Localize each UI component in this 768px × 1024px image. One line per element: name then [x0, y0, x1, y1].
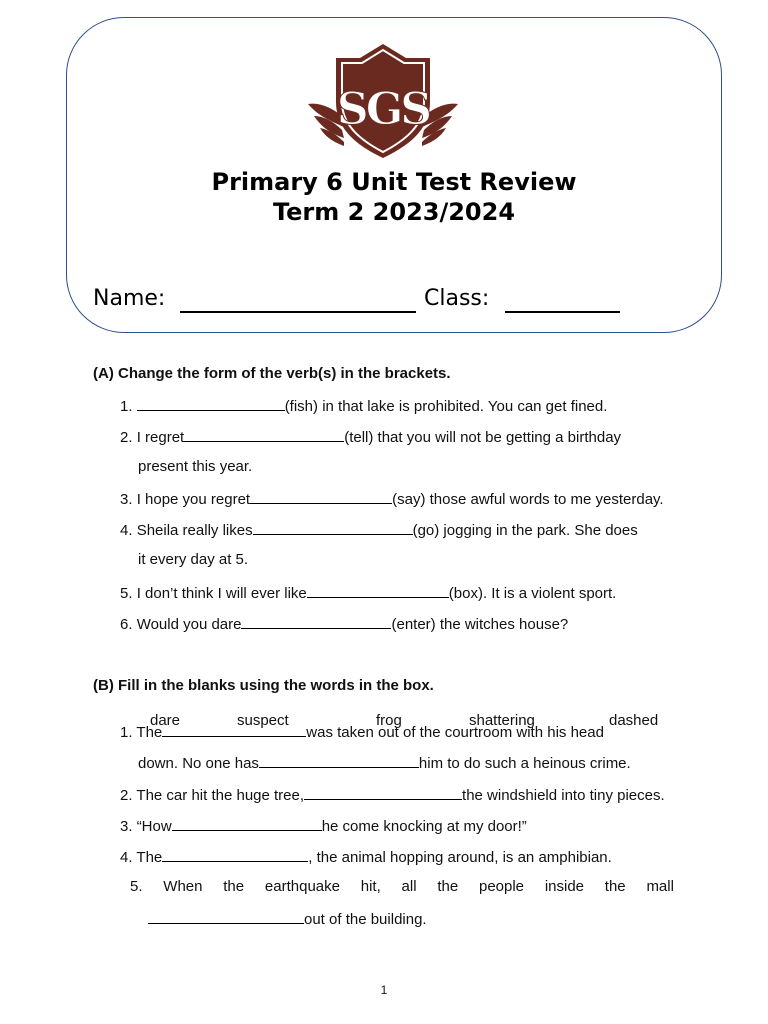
list-item-continuation: out of the building.: [148, 909, 427, 928]
word-box-item: shattering: [469, 712, 535, 729]
list-item-continuation: down. No one has him to do such a heinous crime.: [138, 755, 631, 772]
word-box-item: suspect: [237, 712, 289, 729]
answer-blank[interactable]: [307, 583, 449, 598]
answer-blank[interactable]: [259, 753, 419, 768]
answer-blank[interactable]: [137, 396, 285, 411]
list-item: 3. I hope you regret (say) those awful words to me yesterday.: [120, 491, 664, 508]
list-item: 1. (fish) in that lake is prohibited. You can get fined.: [120, 398, 608, 415]
name-field[interactable]: [180, 311, 416, 313]
answer-blank[interactable]: [172, 816, 322, 831]
name-label: Name:: [93, 286, 166, 311]
list-item: 6. Would you dare (enter) the witches house?: [120, 616, 569, 633]
answer-blank[interactable]: [253, 520, 413, 535]
list-item: 1. The was taken out of the courtroom with his head: [120, 724, 604, 741]
answer-blank[interactable]: [304, 785, 462, 800]
answer-blank[interactable]: [148, 909, 304, 924]
answer-blank[interactable]: [241, 614, 391, 629]
answer-blank[interactable]: [162, 722, 306, 737]
class-field[interactable]: [505, 311, 620, 313]
list-item: 3. “How he come knocking at my door!”: [120, 818, 527, 835]
list-item: 5. I don’t think I will ever like (box). It is a violent sport.: [120, 585, 617, 602]
list-item: 4. Sheila really likes (go) jogging in the park. She does: [120, 522, 638, 539]
document-subtitle: Term 2 2023/2024: [272, 198, 516, 226]
list-item: 2. The car hit the huge tree, the windshield into tiny pieces.: [120, 787, 665, 804]
answer-blank[interactable]: [162, 847, 308, 862]
section-b-heading: (B) Fill in the blanks using the words in the box.: [93, 677, 434, 694]
word-box-item: frog: [376, 712, 402, 729]
page-number: 1: [380, 983, 388, 997]
logo-letters: SGS: [336, 84, 430, 135]
document-title: Primary 6 Unit Test Review: [211, 168, 577, 196]
section-a-heading: (A) Change the form of the verb(s) in the brackets.: [93, 365, 451, 382]
class-label: Class:: [424, 286, 490, 311]
word-box-item: dare: [150, 712, 181, 729]
list-item: 2. I regret (tell) that you will not be getting a birthday: [120, 429, 622, 446]
school-crest-logo: [300, 42, 466, 162]
answer-blank[interactable]: [250, 489, 392, 504]
answer-blank[interactable]: [184, 427, 344, 442]
list-item-continuation: present this year.: [138, 458, 253, 475]
list-item-continuation: it every day at 5.: [138, 551, 249, 568]
list-item: 5. When the earthquake hit, all the people inside the mall: [130, 878, 674, 895]
list-item: 4. The , the animal hopping around, is an amphibian.: [120, 849, 612, 866]
word-box-item: dashed: [609, 712, 659, 729]
